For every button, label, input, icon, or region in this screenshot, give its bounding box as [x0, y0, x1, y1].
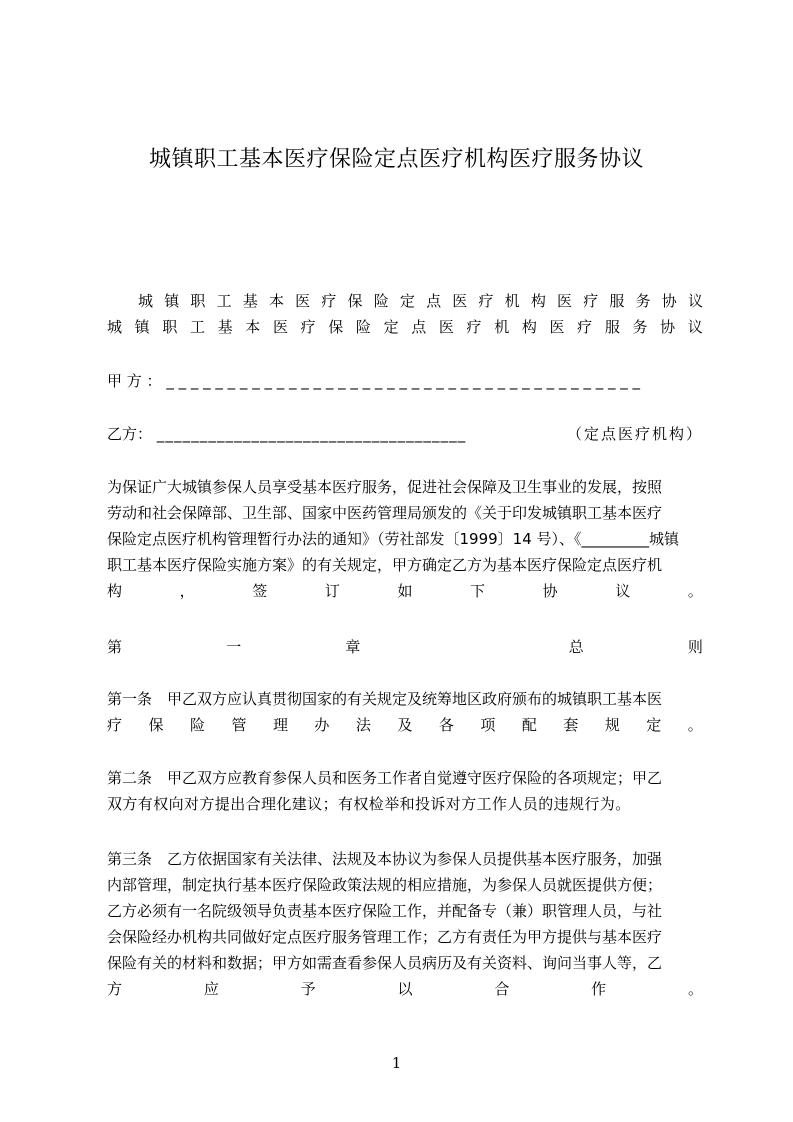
subtitle-char: 医 — [549, 318, 565, 336]
preamble-paragraph — [107, 474, 703, 604]
subtitle-char: 保 — [347, 292, 363, 310]
article-3-char: 合 — [494, 980, 510, 998]
article-1-char: 。 — [687, 716, 703, 734]
article-3-char: 作 — [591, 980, 607, 998]
subtitle-char: 构 — [530, 292, 546, 310]
subtitle-char: 点 — [426, 292, 442, 310]
preamble-char: 议 — [615, 582, 631, 600]
article-3-char: 应 — [203, 980, 219, 998]
subtitle-char: 医 — [272, 318, 288, 336]
article-2 — [107, 765, 703, 817]
article-1-char: 规 — [604, 716, 620, 734]
subtitle-char: 城 — [138, 292, 154, 310]
subtitle-char: 城 — [107, 318, 123, 336]
article-2-row: 第二条 甲乙双方应教育参保人员和医务工作者自觉遵守医疗保险的各项规定；甲乙 — [107, 769, 663, 787]
article-3-row: 保险有关的材料和数据；甲方如需查看参保人员病历及有关资料、询问当事人等，乙 — [107, 954, 663, 972]
subtitle-char: 职 — [162, 318, 178, 336]
subtitle-char: 工 — [189, 318, 205, 336]
article-3-char: 以 — [397, 980, 413, 998]
article-1-char: 各 — [438, 716, 454, 734]
chapter-heading — [107, 634, 703, 660]
subtitle-char: 点 — [411, 318, 427, 336]
article-1-last-row — [107, 712, 703, 738]
preamble-char: 。 — [687, 582, 703, 600]
subtitle-char: 职 — [190, 292, 206, 310]
subtitle-char: 医 — [452, 292, 468, 310]
subtitle-char: 疗 — [583, 292, 599, 310]
article-1-char: 套 — [563, 716, 579, 734]
article-1-char: 法 — [355, 716, 371, 734]
subtitle-char: 医 — [438, 318, 454, 336]
article-3-last-row — [107, 976, 703, 1002]
subtitle-line-2 — [107, 314, 703, 340]
article-1-char: 保 — [148, 716, 164, 734]
preamble-char: ， — [179, 582, 195, 600]
subtitle-char: 疗 — [300, 318, 316, 336]
preamble-char: 订 — [324, 582, 340, 600]
preamble-row: 保险定点医疗机构管理暂行办法的通知》（劳社部发〔1999〕14 号）、《_________城镇 — [107, 530, 680, 548]
party-b-note: （定点医疗机构） — [566, 425, 703, 443]
preamble-char: 签 — [252, 582, 268, 600]
preamble-row: 为保证广大城镇参保人员享受基本医疗服务，促进社会保障及卫生事业的发展，按照 — [107, 478, 663, 496]
subtitle-char: 定 — [399, 292, 415, 310]
subtitle-char: 务 — [635, 292, 651, 310]
subtitle-char: 本 — [268, 292, 284, 310]
chapter-char: 总 — [568, 638, 584, 656]
subtitle-char: 镇 — [134, 318, 150, 336]
subtitle-char: 机 — [504, 292, 520, 310]
party-a-blank: _ _ _ _ _ _ _ _ _ _ _ _ _ _ _ _ _ _ _ _ _ _ _ _ _ _ _ _ _ _ _ _ _ _ _ _ _ _ _ — [166, 372, 641, 390]
subtitle-char: 构 — [521, 318, 537, 336]
party-a-line — [107, 368, 703, 394]
article-3-row: 会保险经办机构共同做好定点医疗服务管理工作；乙方有责任为甲方提供与基本医疗 — [107, 928, 663, 946]
article-1-char: 理 — [272, 716, 288, 734]
chapter-char: 则 — [687, 638, 703, 656]
subtitle-char: 医 — [295, 292, 311, 310]
subtitle-char: 保 — [328, 318, 344, 336]
subtitle-char: 定 — [383, 318, 399, 336]
subtitle-char: 疗 — [478, 292, 494, 310]
party-a-label: 甲 方 ： — [107, 372, 162, 390]
subtitle-char: 服 — [609, 292, 625, 310]
subtitle-char: 基 — [217, 318, 233, 336]
subtitle-char: 协 — [660, 318, 676, 336]
party-b-label: 乙方： — [107, 425, 153, 443]
article-1-char: 定 — [646, 716, 662, 734]
subtitle-char: 议 — [687, 292, 703, 310]
article-1-char: 办 — [314, 716, 330, 734]
party-b-line — [107, 421, 703, 447]
article-1-char: 疗 — [107, 716, 123, 734]
subtitle-char: 疗 — [577, 318, 593, 336]
subtitle-char: 医 — [557, 292, 573, 310]
subtitle-char: 机 — [494, 318, 510, 336]
article-1-char: 及 — [397, 716, 413, 734]
preamble-char: 如 — [397, 582, 413, 600]
subtitle-char: 镇 — [164, 292, 180, 310]
preamble-char: 协 — [542, 582, 558, 600]
subtitle-char: 务 — [632, 318, 648, 336]
subtitle-char: 服 — [604, 318, 620, 336]
subtitle-char: 本 — [245, 318, 261, 336]
preamble-char: 构 — [107, 582, 123, 600]
article-3-row: 乙方必须有一名院级领导负责基本医疗保险工作，并配备专（兼）职管理人员，与社 — [107, 902, 663, 920]
subtitle-char: 基 — [242, 292, 258, 310]
subtitle-line-1 — [138, 288, 703, 314]
article-1-row: 第一条 甲乙双方应认真贯彻国家的有关规定及统筹地区政府颁布的城镇职工基本医 — [107, 690, 663, 708]
subtitle-char: 协 — [661, 292, 677, 310]
preamble-last-row — [107, 578, 703, 604]
article-3 — [107, 846, 703, 1002]
article-1-char: 配 — [521, 716, 537, 734]
article-3-row: 第三条 乙方依据国家有关法律、法规及本协议为参保人员提供基本医疗服务，加强 — [107, 850, 663, 868]
article-3-row: 内部管理，制定执行基本医疗保险政策法规的相应措施，为参保人员就医提供方便； — [107, 876, 663, 894]
article-3-char: 予 — [300, 980, 316, 998]
article-3-char: 方 — [107, 980, 123, 998]
article-1-char: 险 — [189, 716, 205, 734]
preamble-char: 下 — [470, 582, 486, 600]
chapter-char: 一 — [226, 638, 242, 656]
chapter-char: 章 — [345, 638, 361, 656]
subtitle-char: 疗 — [466, 318, 482, 336]
article-2-row: 双方有权向对方提出合理化建议；有权检举和投诉对方工作人员的违规行为。 — [107, 795, 631, 813]
document-title: 城镇职工基本医疗保险定点医疗机构医疗服务协议 — [148, 147, 644, 172]
subtitle-char: 议 — [687, 318, 703, 336]
article-3-char: 。 — [687, 980, 703, 998]
article-1-char: 项 — [480, 716, 496, 734]
subtitle-char: 工 — [216, 292, 232, 310]
subtitle-char: 疗 — [321, 292, 337, 310]
page-number: 1 — [391, 1054, 402, 1072]
preamble-row: 劳动和社会保障部、卫生部、国家中医药管理局颁发的《关于印发城镇职工基本医疗 — [107, 504, 663, 522]
subtitle-char: 险 — [355, 318, 371, 336]
subtitle-char: 险 — [373, 292, 389, 310]
preamble-row: 职工基本医疗保险实施方案》的有关规定，甲方确定乙方为基本医疗保险定点医疗机 — [107, 556, 663, 574]
chapter-char: 第 — [107, 638, 123, 656]
article-1-char: 管 — [231, 716, 247, 734]
article-1 — [107, 686, 703, 738]
party-b-blank: ____________________________________ — [156, 425, 467, 443]
